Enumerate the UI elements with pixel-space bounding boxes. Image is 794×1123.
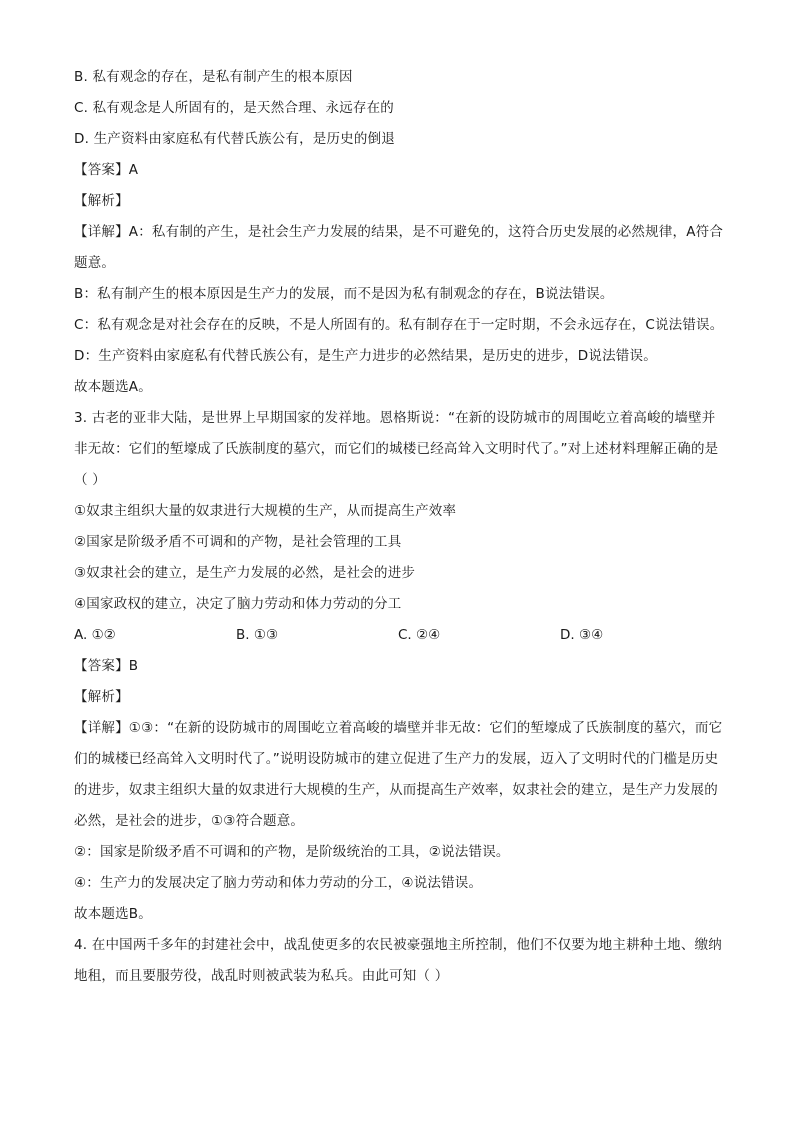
q4-stem: 4. 在中国两千多年的封建社会中，战乱使更多的农民被豪强地主所控制，他们不仅要为地主耕种土地、缴纳地租，而且要服劳役，战乱时则被武装为私兵。由此可知（ ）: [74, 937, 722, 984]
document-page: [74, 62, 724, 992]
q2-option-b: B. 私有观念的存在，是私有制产生的根本原因: [74, 69, 353, 85]
q3-choice-b: B. ①③: [236, 627, 279, 643]
q3-statement-4: ④国家政权的建立，决定了脑力劳动和体力劳动的分工: [74, 596, 402, 612]
q2-conclusion: 故本题选A。: [74, 379, 152, 395]
q2-detail-c: C：私有观念是对社会存在的反映，不是人所固有的。私有制存在于一定时期，不会永远存在，C说法错误。: [74, 317, 724, 333]
q3-conclusion: 故本题选B。: [74, 906, 152, 922]
q3-choice-d: D. ③④: [560, 627, 604, 643]
q3-choice-c: C. ②④: [398, 627, 441, 643]
q2-analysis-heading: 【解析】: [74, 193, 129, 209]
q3-detail-13: 【详解】①③：“在新的设防城市的周围屹立着高峻的墙壁并非无故：它们的堑壕成了氏族制度的墓穴，而它们的城楼已经高耸入文明时代了。”说明设防城市的建立促进了生产力的发展，迈入了文明时代的门槛是历史的进步，奴隶主组织大量的奴隶进行大规模的生产，从而提高生产效率，奴隶社会的建立，是生产力发展的必然，是社会的进步，①③符合题意。: [74, 720, 723, 829]
q2-detail-a: 【详解】A：私有制的产生，是社会生产力发展的结果，是不可避免的，这符合历史发展的必然规律，A符合题意。: [74, 224, 724, 271]
q3-analysis-heading: 【解析】: [74, 689, 129, 705]
q3-statement-1: ①奴隶主组织大量的奴隶进行大规模的生产，从而提高生产效率: [74, 503, 457, 519]
q2-detail-b: B：私有制产生的根本原因是生产力的发展，而不是因为私有制观念的存在，B说法错误。: [74, 286, 614, 302]
q2-option-c: C. 私有观念是人所固有的，是天然合理、永远存在的: [74, 100, 395, 116]
q3-choices: [74, 620, 724, 651]
q3-detail-2: ②：国家是阶级矛盾不可调和的产物，是阶级统治的工具，②说法错误。: [74, 844, 510, 860]
q3-stem: 3. 古老的亚非大陆，是世界上早期国家的发祥地。恩格斯说：“在新的设防城市的周围屹立着高峻的墙壁并非无故：它们的堑壕成了氏族制度的墓穴，而它们的城楼已经高耸入文明时代了。”对上述材料理解正确的是（ ）: [74, 410, 719, 488]
q2-answer: 【答案】A: [74, 162, 139, 178]
q2-detail-d: D：生产资料由家庭私有代替氏族公有，是生产力进步的必然结果，是历史的进步，D说法错误。: [74, 348, 657, 364]
q3-choice-a: A. ①②: [74, 627, 116, 643]
q3-detail-4: ④：生产力的发展决定了脑力劳动和体力劳动的分工，④说法错误。: [74, 875, 483, 891]
q3-answer: 【答案】B: [74, 658, 139, 674]
q3-statement-2: ②国家是阶级矛盾不可调和的产物，是社会管理的工具: [74, 534, 402, 550]
q2-option-d: D. 生产资料由家庭私有代替氏族公有，是历史的倒退: [74, 131, 395, 147]
q3-statement-3: ③奴隶社会的建立，是生产力发展的必然，是社会的进步: [74, 565, 416, 581]
